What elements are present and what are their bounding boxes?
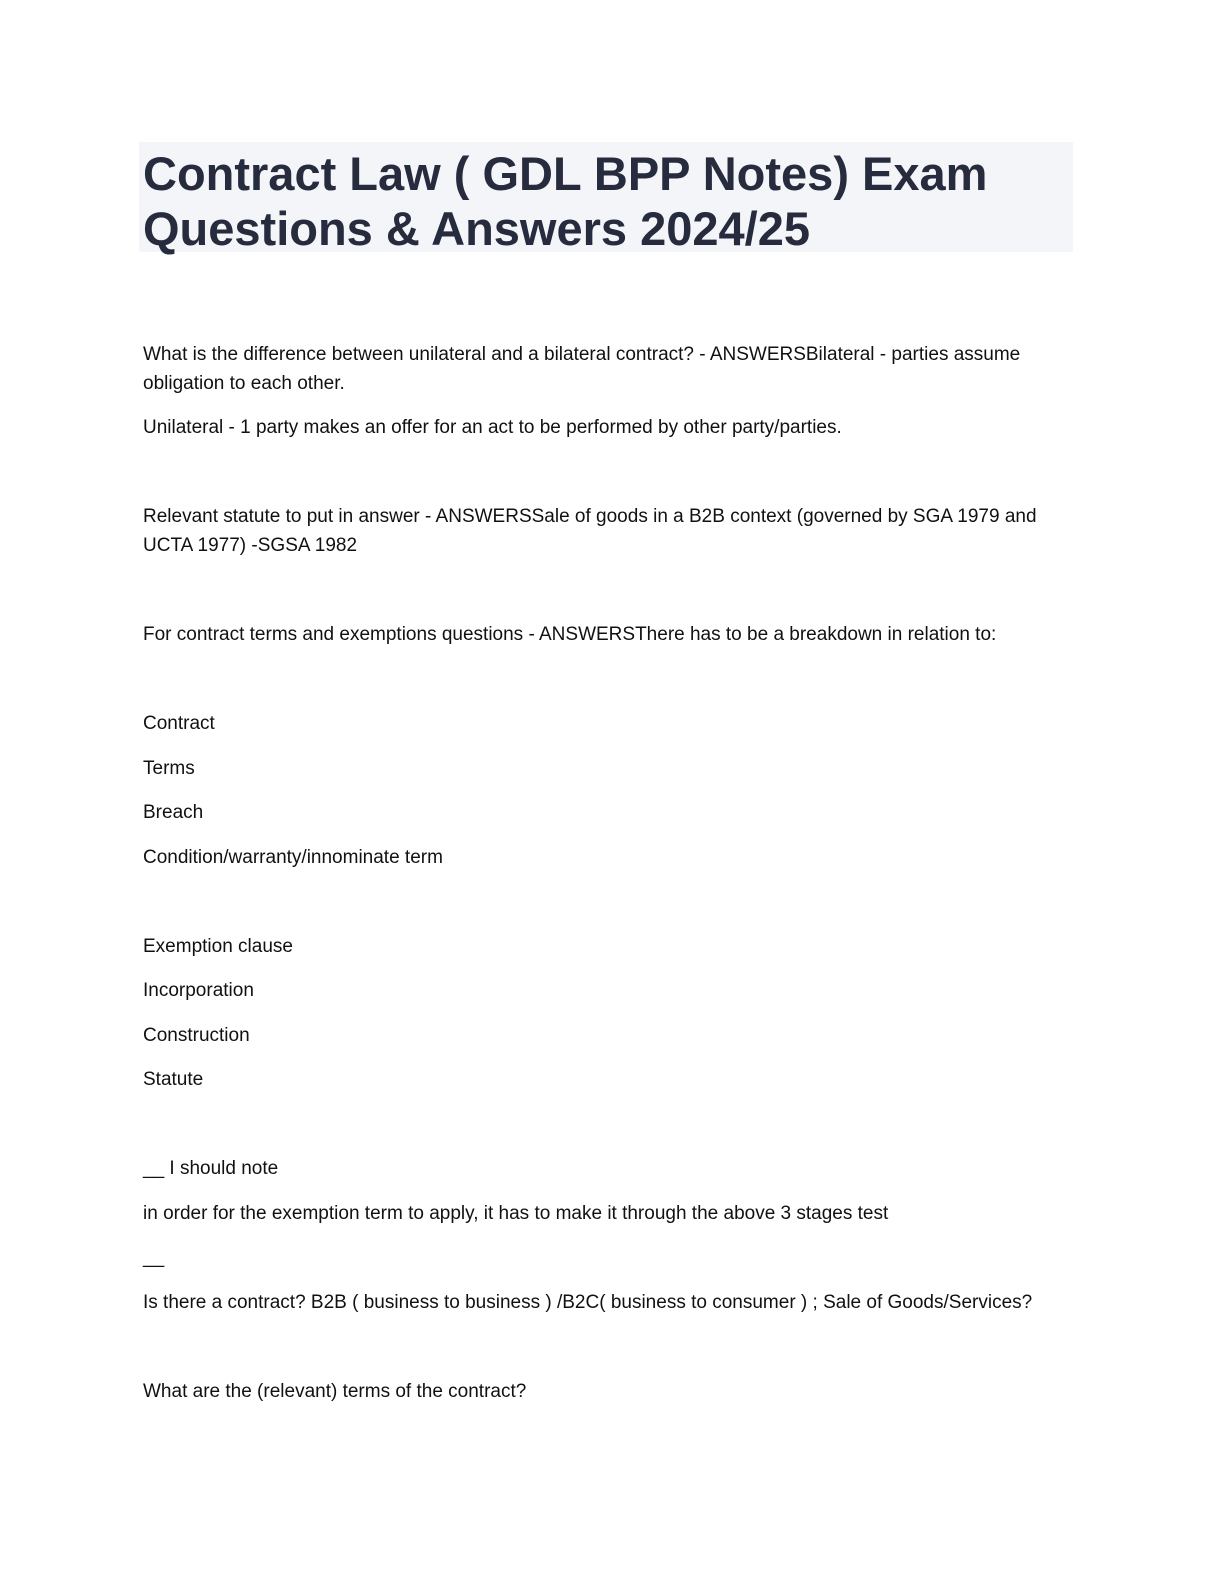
list-item-exemption-clause: Exemption clause [143,936,293,957]
qa-paragraph-unilateral-definition: Unilateral - 1 party makes an offer for an act to be performed by other party/parties. [143,417,842,438]
list-item-incorporation: Incorporation [143,980,254,1001]
list-item-construction: Construction [143,1025,250,1046]
list-item-breach: Breach [143,802,204,823]
document-title: Contract Law ( GDL BPP Notes) Exam Questions & Answers 2024/25 [143,147,988,255]
note-line: __ I should note [143,1158,279,1179]
qa-paragraph-unilateral-bilateral: What is the difference between unilateral and a bilateral contract? - ANSWERSBilateral - parties assume obligation to each other. [143,344,1021,394]
note-separator: __ [143,1247,165,1268]
list-item-statute: Statute [143,1069,204,1090]
question-relevant-terms: What are the (relevant) terms of the contract? [143,1381,527,1402]
list-item-condition: Condition/warranty/innominate term [143,847,443,868]
qa-paragraph-contract-terms: For contract terms and exemptions questions - ANSWERSThere has to be a breakdown in relation to: [143,624,997,645]
note-exemption-test: in order for the exemption term to apply, it has to make it through the above 3 stages test [143,1203,889,1224]
list-item-terms: Terms [143,758,195,779]
list-item-contract: Contract [143,713,215,734]
question-is-there-contract: Is there a contract? B2B ( business to business ) /B2C( business to consumer ) ; Sale of Goods/Services? [143,1292,1033,1313]
qa-paragraph-relevant-statute: Relevant statute to put in answer - ANSWERSSale of goods in a B2B context (governed by SGA 1979 and UCTA 1977) -SGSA 1982 [143,506,1037,556]
